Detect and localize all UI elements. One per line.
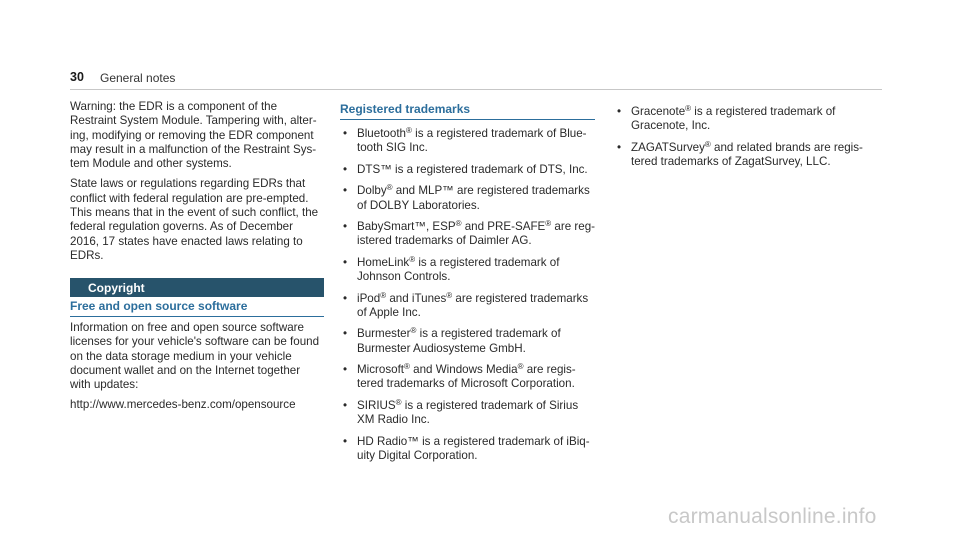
foss-url[interactable]: http://www.mercedes-benz.com/opensource	[70, 398, 296, 412]
bullet-icon: •	[343, 220, 348, 234]
list-item: • DTS™ is a registered trademark of DTS, Inc.	[343, 162, 588, 176]
foss-text: Information on free and open source software licenses for your vehicle's software can be found on the data storage medium in your vehicle document wallet and on the Internet together with updates:	[70, 321, 320, 392]
bullet-icon: •	[343, 398, 348, 412]
list-item: • Bluetooth® is a registered trademark of Blue- tooth SIG Inc.	[343, 126, 587, 155]
bullet-icon: •	[343, 127, 348, 140]
bullet-icon: •	[617, 140, 622, 154]
edr-warning-paragraph: Warning: the EDR is a component of the Restraint System Module. Tampering with, alter- ing, modifying or removing the EDR component may result in a malfunction of the Restraint Sys- tem Module and other systems.	[70, 100, 317, 171]
bullet-icon: •	[343, 327, 348, 341]
bullet-icon: •	[343, 434, 348, 448]
trademark-list-2	[614, 105, 882, 177]
section-title: General notes	[100, 71, 176, 85]
list-item: • SIRIUS® is a registered trademark of Sirius XM Radio Inc.	[343, 397, 579, 427]
trademark-list-1	[340, 127, 595, 471]
list-item: • iPod® and iTunes® are registered trademarks of Apple Inc.	[343, 290, 589, 319]
foss-section	[70, 321, 325, 419]
edr-state-laws-paragraph: State laws or regulations regarding EDRs that conflict with federal regulation are pre-empted. This means that in the event of such conflict, the federal regulation governs. As of December 2016, 17 states have enacted laws relating to EDRs.	[70, 177, 319, 262]
list-item: • HomeLink® is a registered trademark of Johnson Controls.	[343, 254, 560, 284]
list-item: • Dolby® and MLP™ are registered trademarks of DOLBY Laboratories.	[343, 183, 590, 212]
list-item: • Burmester® is a registered trademark of Burmester Audiosysteme GmbH.	[343, 326, 561, 355]
bullet-icon: •	[343, 162, 348, 176]
edr-notes	[70, 100, 325, 269]
foss-heading: Free and open source software	[70, 299, 324, 317]
list-item: • ZAGATSurvey® and related brands are regis- tered trademarks of ZagatSurvey, LLC.	[617, 139, 863, 169]
bullet-icon: •	[343, 255, 348, 269]
watermark: carmanualsonline.info	[668, 505, 877, 528]
page-header	[70, 64, 882, 90]
list-item: • BabySmart™, ESP® and PRE-SAFE® are reg- istered trademarks of Daimler AG.	[343, 219, 596, 248]
bullet-icon: •	[343, 184, 348, 198]
copyright-heading: Copyright	[70, 278, 324, 297]
list-item: • Microsoft® and Windows Media® are regis- tered trademarks of Microsoft Corporation.	[343, 362, 576, 391]
list-item: • HD Radio™ is a registered trademark of iBiq- uity Digital Corporation.	[343, 434, 590, 463]
bullet-icon: •	[343, 291, 348, 305]
list-item: • Gracenote® is a registered trademark of Gracenote, Inc.	[617, 104, 836, 133]
page-number: 30	[70, 70, 84, 84]
bullet-icon: •	[617, 105, 622, 118]
trademarks-heading: Registered trademarks	[340, 102, 595, 120]
bullet-icon: •	[343, 363, 348, 377]
